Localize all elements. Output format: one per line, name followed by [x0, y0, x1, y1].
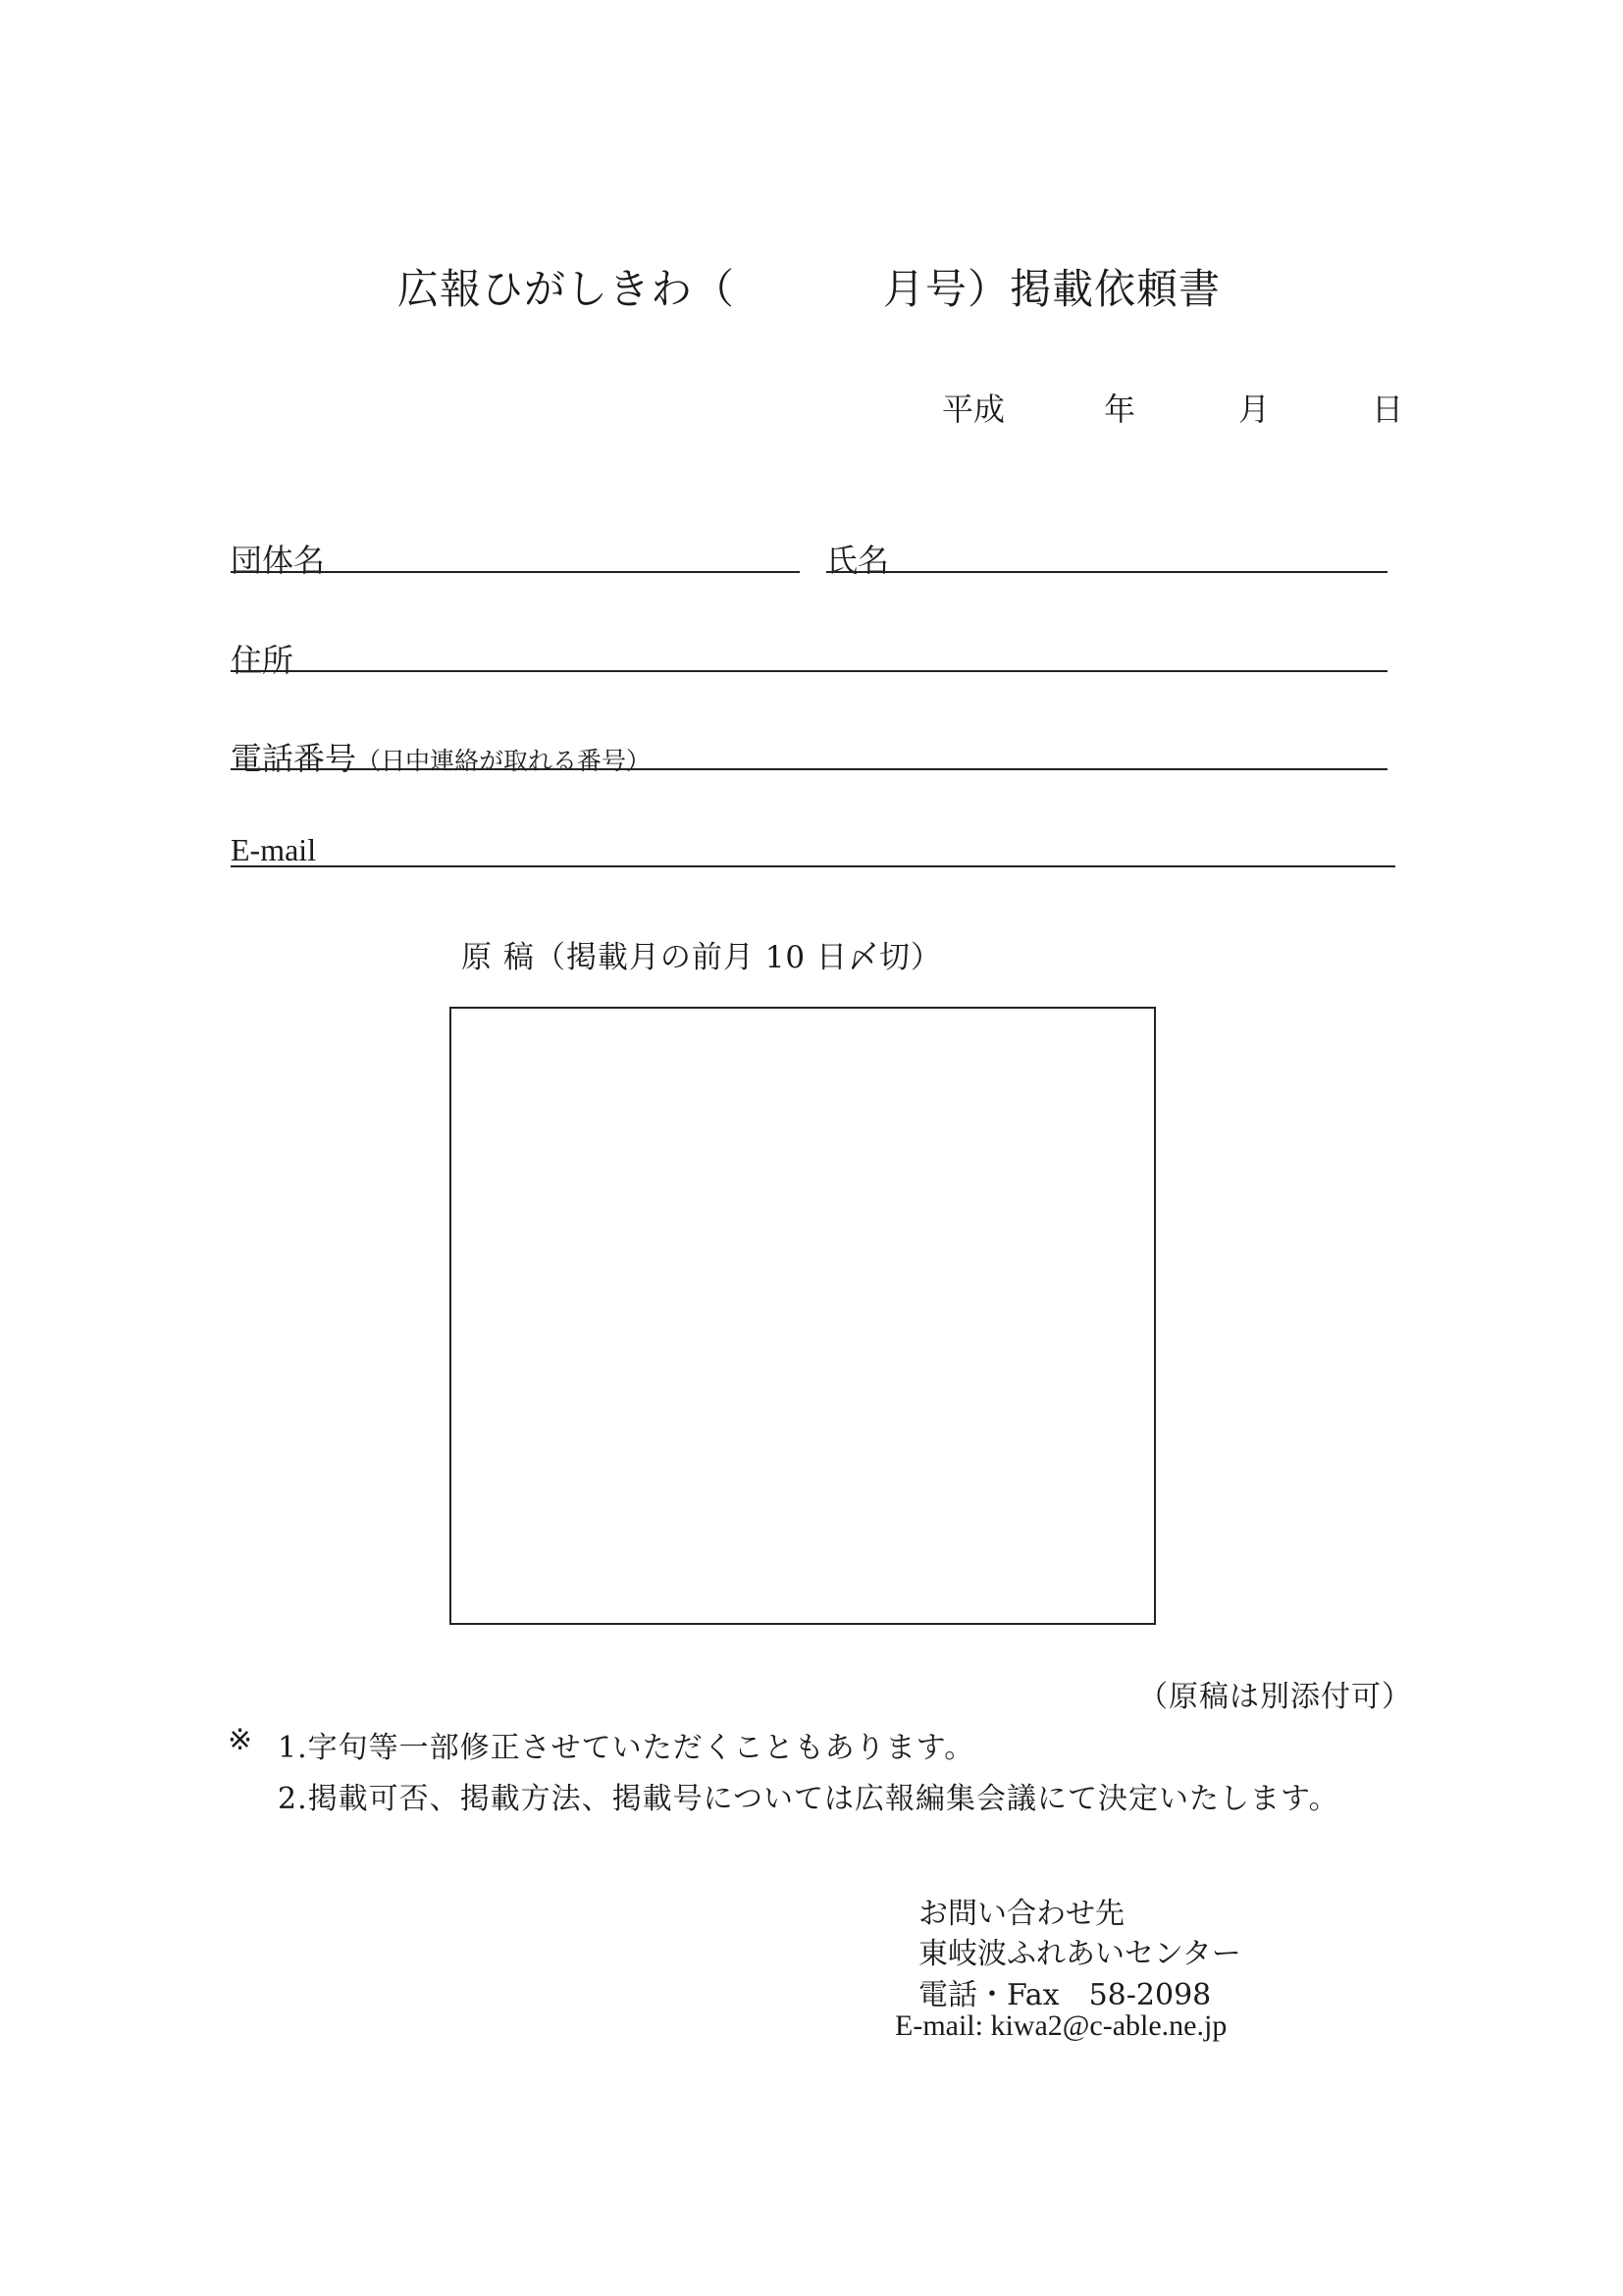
note-item-1: 1.字句等一部修正させていただくこともあります。 [278, 1731, 975, 1765]
phone-line[interactable] [231, 768, 1387, 770]
email-label: E-mail [231, 832, 317, 867]
contact-heading: お問い合わせ先 [918, 1897, 1125, 1931]
address-line[interactable] [231, 670, 1387, 672]
manuscript-heading: 原 稿（掲載月の前月 10 日〆切） [461, 940, 943, 975]
contact-email: E-mail: kiwa2@c-able.ne.jp [895, 2009, 1228, 2042]
manuscript-attach-note: （原稿は別添付可） [1138, 1680, 1412, 1714]
date-year: 年 [1104, 391, 1136, 428]
address-label: 住所 [231, 642, 294, 679]
date-month: 月 [1238, 391, 1271, 428]
contact-tel: 電話・Fax 58-2098 [918, 1978, 1212, 2012]
phone-note: （日中連絡が取れる番号） [356, 747, 652, 775]
phone-label-group [231, 734, 651, 779]
manuscript-box[interactable] [449, 1007, 1156, 1625]
group-name-label: 団体名 [231, 542, 326, 579]
date-day: 日 [1372, 391, 1404, 428]
person-name-label: 氏名 [826, 542, 890, 579]
group-name-line[interactable] [231, 571, 800, 573]
contact-org: 東岐波ふれあいセンター [918, 1937, 1241, 1971]
person-name-line[interactable] [826, 571, 1387, 573]
note-item-2: 2.掲載可否、掲載方法、掲載号については広報編集会議にて決定いたします。 [278, 1782, 1339, 1816]
date-era: 平成 [942, 391, 1006, 428]
notes-mark: ※ [228, 1723, 254, 1757]
phone-label: 電話番号 [231, 740, 357, 777]
form-title-suffix: 月号）掲載依頼書 [883, 265, 1222, 313]
email-line[interactable] [231, 865, 1395, 867]
form-title-prefix: 広報ひがしきわ（ [397, 265, 736, 313]
